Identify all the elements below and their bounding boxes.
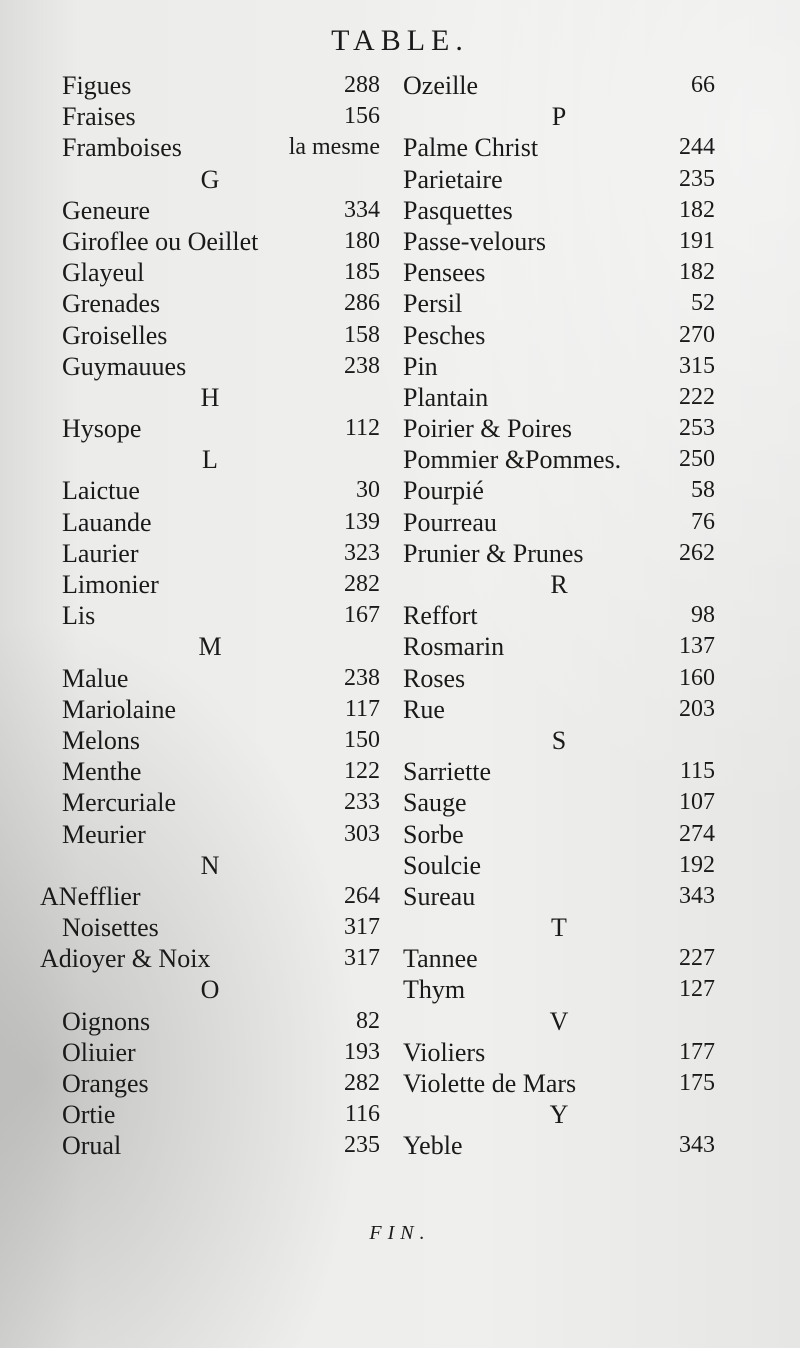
index-entry [40, 538, 380, 569]
entry-term: Pesches [403, 320, 486, 350]
entry-page-number: 244 [679, 134, 715, 161]
entry-page-number: 117 [344, 695, 380, 722]
entry-page-number: 203 [679, 695, 715, 722]
index-entry [40, 351, 380, 382]
entry-term: Orual [62, 1131, 122, 1161]
entry-page-number: 122 [344, 758, 380, 785]
entry-page-number: 139 [344, 508, 380, 535]
index-entry [403, 943, 715, 974]
entry-term: Palme Christ [403, 133, 539, 163]
entry-page-number: 177 [679, 1038, 715, 1065]
index-entry [40, 694, 380, 725]
index-entry [403, 787, 715, 818]
entry-page-number: 175 [679, 1070, 715, 1096]
entry-page-number: 286 [344, 290, 380, 317]
entry-term: Adioyer & Noix [40, 944, 211, 974]
section-letter: P [551, 102, 567, 132]
entry-page-number: 343 [679, 1132, 715, 1159]
index-entry [403, 881, 715, 912]
entry-term: Sorbe [403, 819, 464, 849]
entry-term: Groiselles [62, 320, 168, 350]
entry-term: Passe-velours [403, 226, 546, 256]
index-entry [403, 850, 715, 881]
entry-term: Fraises [62, 102, 136, 132]
entry-page-number: 315 [679, 352, 715, 379]
entry-page-number: 150 [344, 726, 380, 753]
index-entry [40, 70, 380, 101]
entry-term: Ozeille [403, 71, 479, 100]
entry-term: Pensees [403, 258, 486, 288]
entry-page-number: 253 [679, 415, 715, 442]
entry-term: Reffort [403, 601, 478, 631]
entry-term: Geneure [62, 195, 151, 225]
entry-term: Rue [403, 694, 445, 724]
entry-term: Roses [403, 663, 466, 693]
index-entry [403, 132, 715, 163]
index-entry [40, 1006, 380, 1037]
entry-page-number: 127 [679, 976, 715, 1003]
index-entry [403, 413, 715, 444]
entry-term: Lauande [62, 507, 152, 537]
entry-term: Pasquettes [403, 195, 513, 225]
entry-page-number: la mesme [288, 134, 380, 161]
index-entry [403, 600, 715, 631]
entry-term: Figues [62, 71, 132, 100]
entry-page-number: 235 [679, 165, 715, 192]
entry-term: Malue [62, 663, 129, 693]
entry-term: Noisettes [62, 913, 159, 943]
entry-page-number: 192 [679, 851, 715, 878]
entry-page-number: 66 [691, 72, 715, 98]
section-letter: Y [549, 1100, 569, 1130]
section-letter: N [200, 850, 220, 880]
index-entry [403, 320, 715, 351]
index-entry [40, 756, 380, 787]
entry-term: Yeble [403, 1131, 463, 1161]
entry-page-number: 233 [344, 789, 380, 816]
entry-page-number: 182 [679, 196, 715, 223]
entry-term: ANefflier [40, 881, 141, 911]
entry-term: Violette de Mars [403, 1069, 577, 1098]
entry-page-number: 235 [344, 1132, 380, 1159]
entry-term: Guymauues [62, 351, 187, 381]
entry-term: Glayeul [62, 258, 145, 288]
index-entry [40, 413, 380, 444]
index-entry [40, 600, 380, 631]
index-entry [40, 1037, 380, 1068]
entry-page-number: 98 [691, 602, 715, 629]
entry-term: Mercuriale [62, 788, 177, 818]
entry-term: Oranges [62, 1069, 149, 1098]
index-entry [40, 725, 380, 756]
entry-term: Pin [403, 351, 438, 381]
entry-page-number: 191 [679, 227, 715, 254]
entry-term: Laurier [62, 538, 139, 568]
section-letter: H [200, 382, 220, 412]
index-entry [403, 444, 715, 475]
entry-page-number: 58 [691, 477, 715, 504]
index-entry [40, 663, 380, 694]
entry-term: Sureau [403, 881, 476, 911]
entry-term: Plantain [403, 382, 489, 412]
section-letter: V [549, 1006, 569, 1036]
entry-term: Framboises [62, 133, 182, 163]
entry-term: Mariolaine [62, 694, 177, 724]
section-letter: R [550, 570, 568, 599]
entry-page-number: 227 [679, 945, 715, 972]
index-entry [403, 538, 715, 569]
index-entry [40, 819, 380, 850]
entry-term: Sauge [403, 788, 467, 818]
index-entry [403, 195, 715, 226]
entry-term: Melons [62, 725, 140, 755]
entry-term: Limonier [62, 570, 159, 599]
entry-page-number: 30 [356, 477, 380, 504]
entry-page-number: 282 [344, 571, 380, 597]
entry-term: Ortie [62, 1100, 116, 1130]
index-entry [40, 288, 380, 319]
index-entry [40, 507, 380, 538]
entry-page-number: 180 [344, 227, 380, 254]
index-entry [403, 257, 715, 288]
entry-page-number: 262 [679, 539, 715, 566]
entry-term: Giroflee ou Oeillet [62, 226, 259, 256]
entry-term: Oignons [62, 1006, 151, 1036]
entry-page-number: 193 [344, 1038, 380, 1065]
entry-page-number: 264 [344, 882, 380, 909]
entry-term: Parietaire [403, 164, 503, 194]
entry-term: Violiers [403, 1037, 486, 1067]
index-entry [403, 819, 715, 850]
entry-page-number: 76 [691, 508, 715, 535]
entry-page-number: 116 [344, 1101, 380, 1128]
entry-page-number: 158 [344, 321, 380, 348]
entry-page-number: 185 [344, 259, 380, 286]
end-mark: FIN. [369, 1222, 431, 1244]
entry-page-number: 238 [344, 664, 380, 691]
entry-page-number: 317 [344, 914, 380, 941]
entry-term: Persil [403, 289, 463, 319]
section-letter: S [551, 725, 567, 755]
index-entry [403, 351, 715, 382]
index-entry [40, 1099, 380, 1130]
section-letter: T [551, 913, 567, 943]
entry-page-number: 137 [679, 633, 715, 660]
index-entry [40, 881, 380, 912]
index-entry [403, 164, 715, 195]
entry-page-number: 343 [679, 882, 715, 909]
section-letter: L [202, 445, 218, 475]
entry-page-number: 238 [344, 352, 380, 379]
index-entry [403, 663, 715, 694]
index-entry [403, 507, 715, 538]
index-entry [403, 382, 715, 413]
index-entry [403, 70, 715, 101]
index-entry [40, 569, 380, 600]
entry-page-number: 334 [344, 196, 380, 223]
entry-page-number: 167 [344, 602, 380, 629]
index-entry [40, 475, 380, 506]
entry-page-number: 317 [344, 945, 380, 972]
entry-term: Grenades [62, 289, 161, 319]
index-entry [40, 1130, 380, 1161]
index-entry [403, 694, 715, 725]
index-entry [403, 631, 715, 662]
index-entry [40, 1068, 380, 1099]
entry-term: Rosmarin [403, 632, 505, 662]
entry-page-number: 282 [344, 1070, 380, 1096]
entry-page-number: 323 [344, 539, 380, 566]
section-letter: M [198, 632, 222, 662]
index-entry [40, 132, 380, 163]
entry-term: Soulcie [403, 850, 481, 880]
entry-term: Prunier & Prunes [403, 538, 584, 568]
entry-page-number: 288 [344, 72, 380, 98]
entry-page-number: 160 [679, 664, 715, 691]
index-entry [403, 475, 715, 506]
index-column-right [403, 70, 715, 1162]
entry-term: Pourpié [403, 476, 484, 506]
entry-term: Menthe [62, 757, 142, 787]
entry-term: Oliuier [62, 1037, 136, 1067]
entry-term: Hysope [62, 414, 142, 444]
index-entry [40, 787, 380, 818]
index-entry [403, 756, 715, 787]
entry-page-number: 270 [679, 321, 715, 348]
section-letter: G [200, 164, 220, 194]
index-entry [403, 288, 715, 319]
index-entry [40, 226, 380, 257]
entry-page-number: 222 [679, 383, 715, 410]
index-entry [403, 1037, 715, 1068]
entry-term: Pourreau [403, 507, 497, 537]
entry-page-number: 82 [356, 1007, 380, 1034]
index-column-left [40, 70, 380, 1162]
entry-term: Lis [62, 601, 96, 631]
entry-term: Laictue [62, 476, 140, 506]
entry-page-number: 274 [679, 820, 715, 847]
entry-term: Poirier & Poires [403, 414, 572, 444]
index-entry [40, 320, 380, 351]
index-entry [403, 226, 715, 257]
index-entry [403, 974, 715, 1005]
entry-page-number: 107 [679, 789, 715, 816]
entry-page-number: 250 [679, 446, 715, 473]
entry-term: Meurier [62, 819, 146, 849]
page-title: TABLE. [331, 24, 469, 57]
index-entry [40, 101, 380, 132]
entry-term: Pommier &Pommes. [403, 445, 622, 475]
entry-term: Sarriette [403, 757, 492, 787]
section-letter: O [200, 975, 220, 1005]
entry-term: Tannee [403, 944, 478, 974]
entry-page-number: 156 [344, 103, 380, 130]
index-entry [40, 912, 380, 943]
index-entry [403, 1130, 715, 1161]
entry-page-number: 115 [679, 758, 715, 785]
index-entry [403, 1068, 715, 1099]
index-entry [40, 943, 380, 974]
entry-page-number: 112 [344, 415, 380, 442]
entry-term: Thym [403, 975, 466, 1005]
index-entry [40, 195, 380, 226]
entry-page-number: 303 [344, 820, 380, 847]
index-entry [40, 257, 380, 288]
entry-page-number: 182 [679, 259, 715, 286]
entry-page-number: 52 [691, 290, 715, 317]
